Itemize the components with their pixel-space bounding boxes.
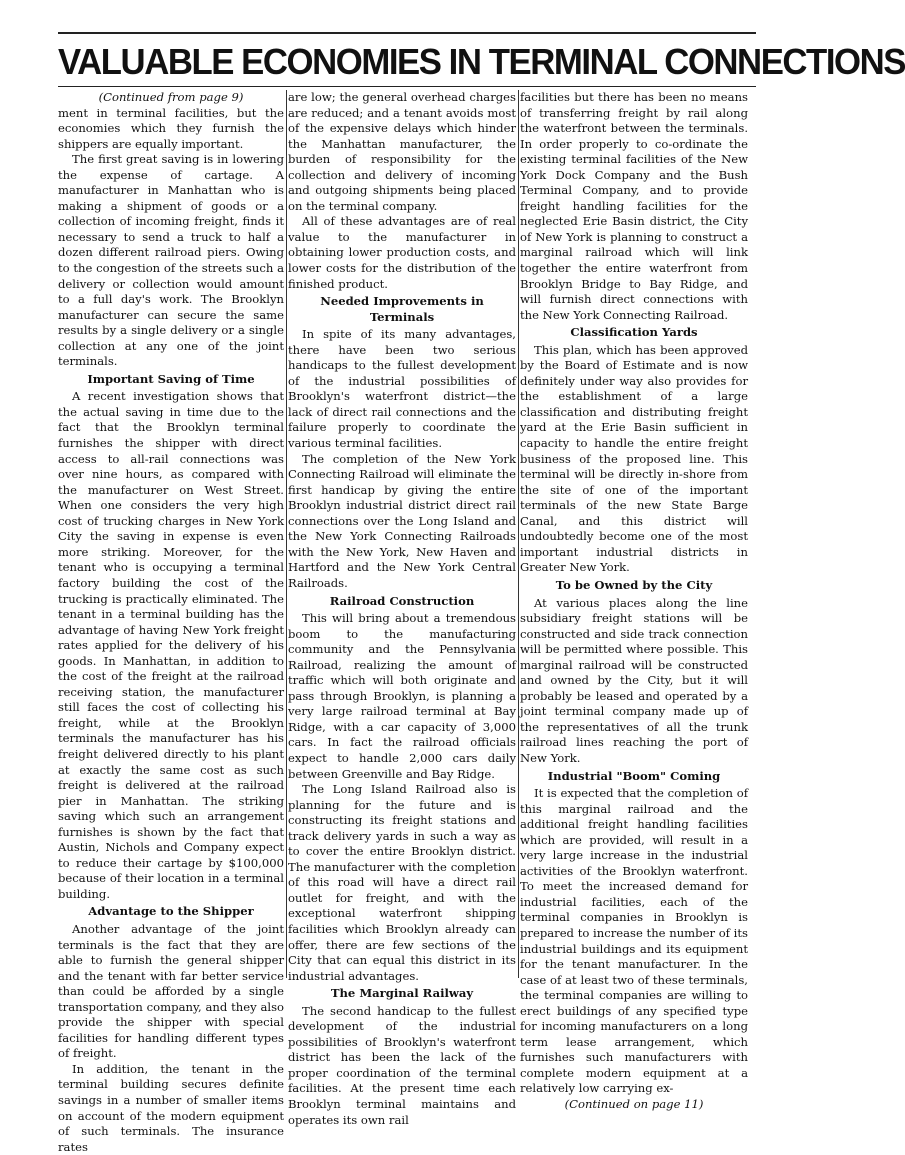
headline: VALUABLE ECONOMIES IN TERMINAL CONNECTIONS [58, 41, 905, 82]
paragraph: In spite of its many advantages, there have been two serious handicaps to the fullest development of the industrial possibilities of Brooklyn's waterfront district—the lack of direct rail connections and the failure properly to coordinate the various terminal facilities. [288, 327, 516, 451]
paragraph: All of these advantages are of real value to the manufacturer in obtaining lower production costs, and lower costs for the distribution of the finished product. [288, 214, 516, 291]
paragraph: This plan, which has been approved by the Board of Estimate and is now definitely under way also provides for the establishment of a large classification and distributing freight yard at the Erie Basin sufficient in capacity to handle the entire freight business of the proposed line. This terminal will be directly in-shore from the site of one of the important terminals of the new State Barge Canal, and this district will undoubtedly become one of the most important industrial districts in Greater New York. [520, 342, 748, 575]
section-heading: The Marginal Railway [330, 986, 474, 1001]
paragraph: It is expected that the completion of this marginal railroad and the additional freight handling facilities which are provided, will result in a very large increase in the industrial activities of the Brooklyn waterfront. To meet the increased demand for industrial facilities, each of the terminal companies in Brooklyn is prepared to increase the number of its industrial buildings and its equipment for the tenant manufacturer. In the case of at least two of these terminals, the terminal companies are willing to erect buildings of any specified type for incoming manufacturers on a long term lease arrangement, which furnishes such manufacturers with complete modern equipment at a relatively low carrying ex- [520, 786, 748, 1096]
section-heading: Industrial "Boom" Coming [547, 768, 721, 783]
paragraph: The second handicap to the fullest development of the industrial possibilities of Brooklyn's waterfront district has been the lack of the proper coordination of the terminal facilities. At the present time each Brooklyn terminal maintains and operates its own rail [288, 1003, 516, 1127]
paragraph: ment in terminal facilities, but the economies which they furnish the shippers are equally important. [58, 105, 284, 151]
section-heading: Advantage to the Shipper [88, 904, 254, 919]
column-3 [520, 90, 748, 1111]
paragraph: Another advantage of the joint terminals is the fact that they are able to furnish the general shipper and the tenant with far better service than could be afforded by a single transportation company, and they also provide the shipper with special facilities for handling different types of freight. [58, 921, 284, 1061]
paragraph: facilities but there has been no means of transferring freight by rail along the waterfront between the terminals. In order properly to co-ordinate the existing terminal facilities of the New York Dock Company and the Bush Terminal Company, and to provide freight handling facilities for the neglected Erie Basin district, the City of New York is planning to construct a marginal railroad which will link together the entire waterfront from Brooklyn Bridge to Bay Ridge, and will furnish direct connections with the New York Connecting Railroad. [520, 90, 748, 322]
headline-underline [58, 86, 756, 87]
column-1 [58, 90, 284, 1154]
paragraph: The Long Island Railroad also is planning for the future and is constructing its freight stations and track delivery yards in such a way as to cover the entire Brooklyn district. The manufacturer with the completion of this road will have a direct rail outlet for freight, and with the exceptional waterfront shipping facilities which Brooklyn already can offer, there are few sections of the City that can equal this district in its industrial advantages. [288, 782, 516, 983]
section-heading: Needed Improvements in Terminals [320, 294, 484, 324]
paragraph: A recent investigation shows that the actual saving in time due to the fact that the Brooklyn terminal furnishes the shipper with direct access to all-rail connections was over nine hours, as compared with the manufacturer on West Street. When one considers the very high cost of trucking charges in New York City the saving in expense is even more striking. Moreover, for the tenant who is occupying a terminal factory building the cost of the trucking is practically eliminated. The tenant in a terminal building has the advantage of having New York freight rates applied for the delivery of his goods. In Manhattan, in addition to the cost of the freight at the railroad receiving station, the manufacturer still faces the cost of collecting his freight, while at the Brooklyn terminals the manufacturer has his freight delivered directly to his plant at exactly the same cost as such freight is delivered at the railroad pier in Manhattan. The striking saving which such an arrangement furnishes is shown by the fact that Austin, Nichols and Company expect to reduce their cartage by $100,000 because of their location in a terminal building. [58, 389, 284, 901]
column-divider [518, 90, 519, 978]
article-body [58, 90, 766, 1154]
section-heading: Important Saving of Time [87, 371, 255, 386]
continuation-note: (Continued from page 9) [98, 90, 244, 104]
paragraph: are low; the general overhead charges are reduced; and a tenant avoids most of the expensive delays which hinder the Manhattan manufacturer, the burden of responsibility for the collection and delivery of incoming and outgoing shipments being placed on the terminal company. [288, 90, 516, 213]
section-heading: To be Owned by the City [555, 577, 713, 592]
section-heading: Railroad Construction [329, 593, 475, 608]
paragraph: The completion of the New York Connecting Railroad will eliminate the first handicap by giving the entire Brooklyn industrial district direct rail connections over the Long Island and the New York Connecting Railroads with the New York, New Haven and Hartford and the New York Central Railroads. [288, 451, 516, 590]
column-2 [288, 90, 516, 1127]
top-rule [58, 32, 756, 34]
paragraph: This will bring about a tremendous boom to the manufacturing community and the Pennsylvania Railroad, realizing the amount of traffic which will both originate and pass through Brooklyn, is planning a very large railroad terminal at Bay Ridge, with a car capacity of 3,000 cars. In fact the railroad officials expect to handle 2,000 cars daily between Greenville and Bay Ridge. [288, 611, 516, 781]
paragraph: The first great saving is in lowering the expense of cartage. A manufacturer in Manhattan who is making a shipment of goods or a collection of incoming freight, finds it necessary to send a truck to half a dozen different railroad piers. Owing to the congestion of the streets such a delivery or collection would amount to a full day's work. The Brooklyn manufacturer can secure the same results by a single delivery or a single collection at any one of the joint terminals. [58, 152, 284, 369]
section-heading: Classification Yards [570, 325, 698, 340]
column-divider [286, 90, 287, 978]
paragraph: In addition, the tenant in the terminal building secures definite savings in a number of smaller items on account of the modern equipment of such terminals. The insurance rates [58, 1061, 284, 1154]
paragraph: At various places along the line subsidiary freight stations will be constructed and side track connection will be permitted where possible. This marginal railroad will be constructed and owned by the City, but it will probably be leased and operated by a joint terminal company made up of the representatives of all the trunk railroad lines reaching the port of New York. [520, 595, 748, 765]
continuation-note: (Continued on page 11) [564, 1097, 704, 1111]
